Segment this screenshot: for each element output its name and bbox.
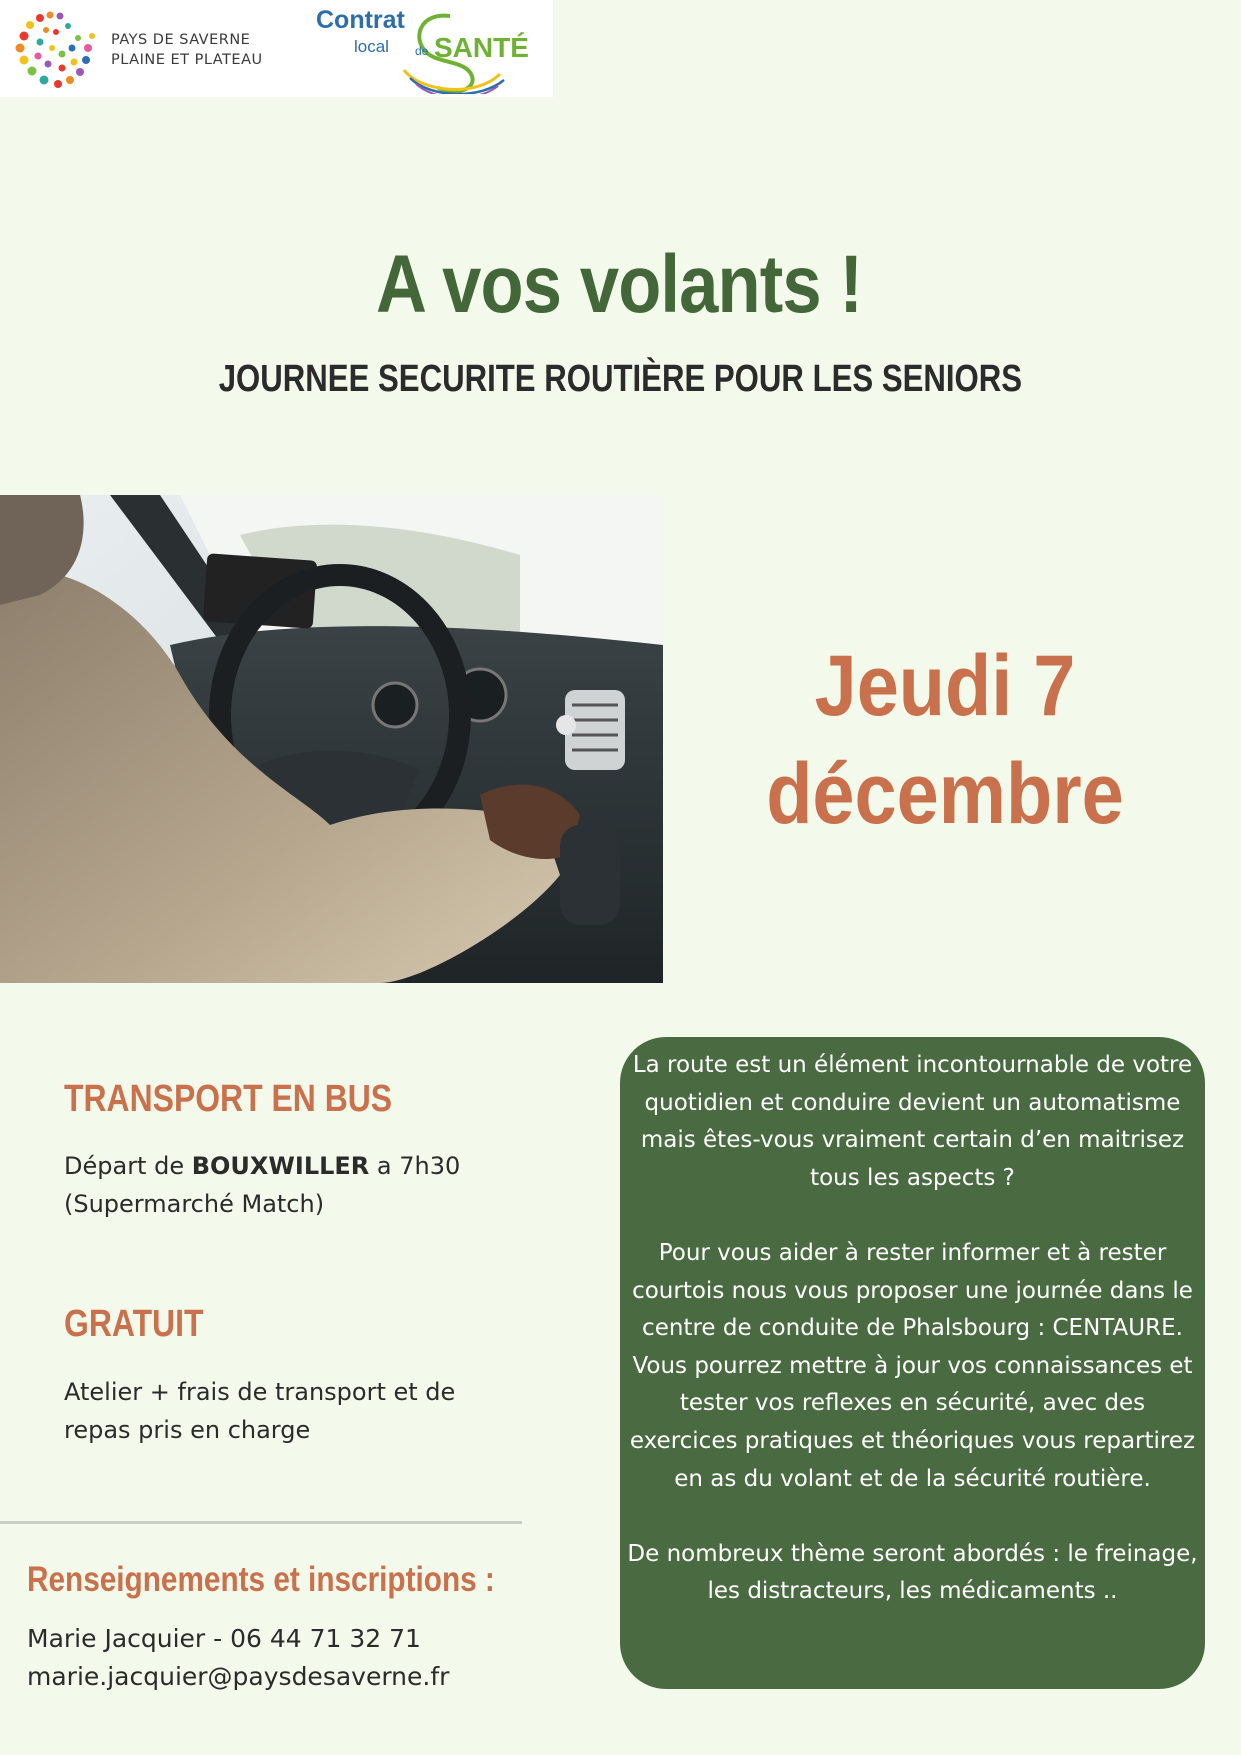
logo-local-text: local (354, 37, 389, 56)
gratuit-line2: repas pris en charge (64, 1416, 311, 1444)
event-date-day: Jeudi 7 (814, 638, 1076, 734)
transport-departure (64, 1147, 460, 1185)
transport-meeting-point: (Supermarché Match) (64, 1190, 325, 1218)
senior-driver-photo (0, 495, 663, 983)
transport-departure-prefix: Départ de (64, 1152, 192, 1180)
organization-name-line1: PAYS DE SAVERNE (111, 32, 251, 48)
header-logo-bar (0, 0, 553, 97)
section-divider (0, 1521, 522, 1524)
event-date (729, 632, 1160, 848)
transport-departure-place: BOUXWILLER (191, 1152, 370, 1180)
organization-name-line2: PLAINE ET PLATEAU (111, 52, 263, 68)
logo-de-text: de (415, 44, 429, 58)
description-paragraph-1: La route est un élément incontournable de votre quotidien et conduire devient un automatisme mais êtes-vous vraiment certain d’en maitrisez tous les aspects ? (632, 1052, 1193, 1191)
description-box (620, 1037, 1205, 1689)
transport-heading: TRANSPORT EN BUS (64, 1078, 393, 1120)
pays-de-saverne-dots-logo (12, 8, 98, 92)
event-date-month: décembre (766, 746, 1124, 842)
contrat-local-de-sante-logo (312, 4, 529, 94)
page-title: A vos volants ! (375, 239, 863, 330)
contact-email[interactable]: marie.jacquier@paysdesaverne.fr (27, 1662, 450, 1691)
driver-illustration (0, 495, 663, 983)
logo-contrat-text: Contrat (316, 6, 405, 34)
organization-name (111, 30, 263, 70)
logo-sante-text: SANTÉ (434, 32, 529, 63)
transport-details (64, 1147, 460, 1223)
contact-heading: Renseignements et inscriptions : (27, 1560, 495, 1599)
contact-details (27, 1620, 449, 1696)
contact-name-phone: Marie Jacquier - 06 44 71 32 71 (27, 1624, 421, 1653)
gratuit-details (64, 1373, 455, 1449)
description-paragraph-3: Vous pourrez mettre à jour vos connaissances et tester vos reflexes en sécurité, avec des exercices pratiques et théoriques vous repartirez en as du volant et de la sécurité routière. (629, 1352, 1196, 1492)
gratuit-heading: GRATUIT (64, 1303, 204, 1345)
description-paragraph-4: De nombreux thème seront abordés : le freinage, les distracteurs, les médicaments .. (627, 1540, 1198, 1605)
transport-departure-time: a 7h30 (369, 1152, 461, 1180)
gratuit-line1: Atelier + frais de transport et de (64, 1378, 456, 1406)
page-subtitle: JOURNEE SECURITE ROUTIÈRE POUR LES SENIORS (218, 358, 1023, 400)
description-paragraph-2: Pour vous aider à rester informer et à rester courtois nous vous proposer une journée dans le centre de conduite de Phalsbourg : CENTAURE. (632, 1239, 1193, 1342)
